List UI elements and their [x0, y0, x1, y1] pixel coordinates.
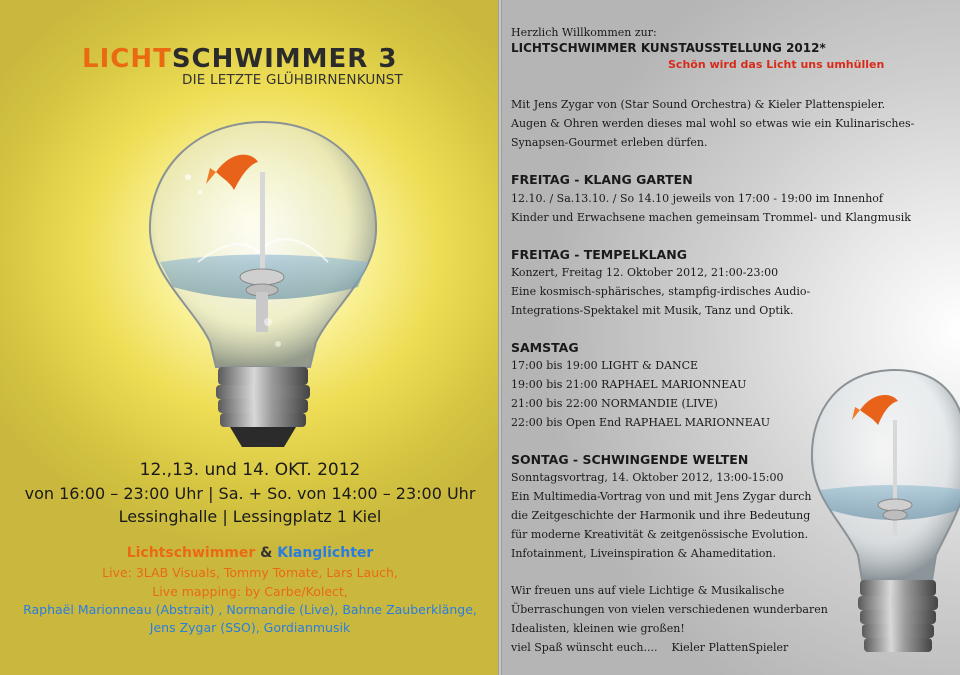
sontag-line-1: Sonntagsvortrag, 14. Oktober 2012, 13:00-15:00: [511, 471, 784, 484]
intro-line-3: Synapsen-Gourmet erleben dürfen.: [511, 136, 708, 149]
tempelklang-line-1: Konzert, Freitag 12. Oktober 2012, 21:00-23:00: [511, 266, 779, 279]
tagline: Schön wird das Licht uns umhüllen: [668, 58, 885, 71]
outro-line-1: Wir freuen uns auf viele Lichtige & Musikalische: [511, 584, 785, 597]
lineup-live: Live: 3LAB Visuals, Tommy Tomate, Lars Lauch,: [102, 565, 398, 580]
section-friday-klang-garten: FREITAG - KLANG GARTEN: [511, 172, 693, 187]
sontag-line-2: Ein Multimedia-Vortrag von und mit Jens Zygar durch: [511, 490, 812, 503]
poster-subtitle: DIE LETZTE GLÜHBIRNENKUNST: [182, 72, 403, 88]
poster-title: [82, 44, 397, 74]
title-orange-part: LICHT: [82, 44, 172, 74]
outro-line-2: Überraschungen von vielen verschiedenen wunderbaren: [511, 603, 828, 616]
samstag-line-3: 21:00 bis 22:00 NORMANDIE (LIVE): [511, 397, 718, 410]
sontag-line-4: für moderne Kreativität & zeitgenössische Evolution.: [511, 528, 809, 541]
tempelklang-line-3: Integrations-Spektakel mit Musik, Tanz und Optik.: [511, 304, 794, 317]
lineup-artists-2: Jens Zygar (SSO), Gordianmusik: [149, 620, 351, 635]
friday-klang-line-2: Kinder und Erwachsene machen gemeinsam Trommel- und Klangmusik: [511, 211, 911, 224]
lineup-artists-1: Raphaël Marionneau (Abstrait) , Normandie (Live), Bahne Zauberklänge,: [23, 602, 477, 617]
exhibition-heading: LICHTSCHWIMMER KUNSTAUSSTELLUNG 2012*: [511, 41, 826, 55]
outro-line-3: Idealisten, kleinen wie großen!: [511, 622, 685, 635]
section-friday-tempelklang: FREITAG - TEMPELKLANG: [511, 247, 687, 262]
lightbulb-goldfish-illustration: [138, 112, 388, 462]
tempelklang-line-2: Eine kosmisch-sphärisches, stampfig-irdisches Audio-: [511, 285, 811, 298]
section-sontag: SONTAG - SCHWINGENDE WELTEN: [511, 452, 749, 467]
section-samstag: SAMSTAG: [511, 340, 579, 355]
small-lightbulb-goldfish-illustration: [800, 365, 960, 675]
lineup-mapping: Live mapping: by Carbe/Kolect,: [152, 584, 348, 599]
intro-line-1: Mit Jens Zygar von (Star Sound Orchestra) & Kieler Plattenspieler.: [511, 98, 886, 111]
event-times: von 16:00 – 23:00 Uhr | Sa. + So. von 14:00 – 23:00 Uhr: [24, 484, 476, 503]
acts-name-a: Lichtschwimmer: [126, 545, 256, 561]
event-dates: 12.,13. und 14. OKT. 2012: [139, 460, 361, 480]
samstag-line-4: 22:00 bis Open End RAPHAEL MARIONNEAU: [511, 416, 771, 429]
acts-heading: [0, 545, 500, 561]
friday-klang-line-1: 12.10. / Sa.13.10. / So 14.10 jeweils von 17:00 - 19:00 im Innenhof: [511, 192, 883, 205]
welcome-line: Herzlich Willkommen zur:: [511, 26, 657, 39]
samstag-line-2: 19:00 bis 21:00 RAPHAEL MARIONNEAU: [511, 378, 747, 391]
acts-and: &: [255, 545, 278, 561]
intro-line-2: Augen & Ohren werden dieses mal wohl so etwas wie ein Kulinarisches-: [511, 117, 915, 130]
outro-signature: viel Spaß wünscht euch.... Kieler PlattenSpieler: [511, 641, 789, 654]
sontag-line-3: die Zeitgeschichte der Harmonik und ihre Bedeutung: [511, 509, 811, 522]
sontag-line-5: Infotainment, Liveinspiration & Ahameditation.: [511, 547, 776, 560]
acts-name-b: Klanglichter: [277, 545, 374, 561]
samstag-line-1: 17:00 bis 19:00 LIGHT & DANCE: [511, 359, 699, 372]
title-dark-part: SCHWIMMER 3: [171, 44, 398, 74]
event-venue: Lessinghalle | Lessingplatz 1 Kiel: [118, 507, 382, 526]
